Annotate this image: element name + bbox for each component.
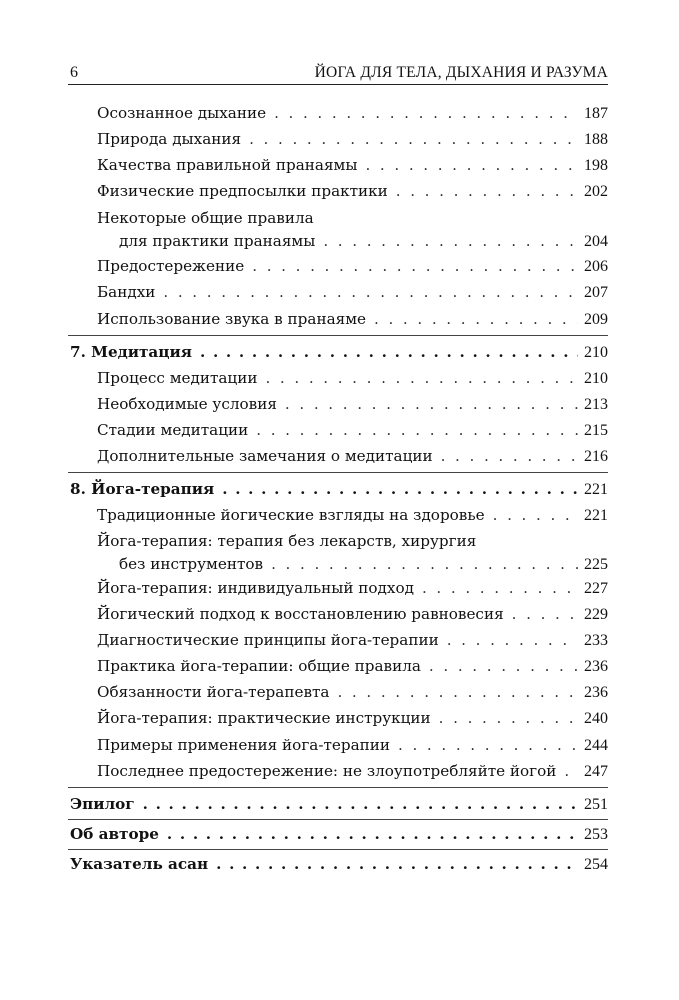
toc-entry[interactable] [97, 368, 608, 389]
toc-entry[interactable] [97, 682, 608, 703]
toc-entry-page: 216 [584, 448, 608, 465]
toc-entry[interactable] [97, 394, 608, 415]
toc-chapter-entry[interactable] [70, 342, 608, 363]
toc-entry-page: 254 [584, 856, 608, 873]
toc-entry-title: Качества правильной пранаямы [97, 156, 358, 174]
dot-leader [271, 554, 578, 574]
toc-entry-page: 225 [584, 556, 608, 573]
toc-entry-page: 251 [584, 796, 608, 813]
dot-leader [200, 342, 578, 362]
toc-entry-page: 227 [584, 580, 608, 597]
dot-leader [447, 630, 578, 650]
toc-entry-page: 198 [584, 157, 608, 174]
toc-entry-page: 236 [584, 658, 608, 675]
toc-entry-title: Йога-терапия: индивидуальный подход [97, 579, 414, 597]
toc-entry-page: 215 [584, 422, 608, 439]
toc-entry-page: 229 [584, 606, 608, 623]
toc-entry[interactable] [97, 155, 608, 176]
toc-entry-page: 187 [584, 105, 608, 122]
toc-entry-title-continued: без инструментов [119, 555, 264, 573]
page-header [68, 60, 608, 85]
dot-leader [493, 505, 578, 525]
dot-leader [143, 794, 578, 814]
toc-chapter-title: Эпилог [70, 795, 135, 813]
toc-entry-page: 188 [584, 131, 608, 148]
dot-leader [265, 368, 578, 388]
toc-entry-page: 240 [584, 710, 608, 727]
toc-entry-page: 210 [584, 370, 608, 387]
toc-entry-title: Стадии медитации [97, 421, 249, 439]
toc-entry-title: Йога-терапия: практические инструкции [97, 709, 431, 727]
toc-entry-title: Йогический подход к восстановлению равновесия [97, 605, 504, 623]
toc-entry-title: Последнее предостережение: не злоупотребляйте йогой [97, 762, 557, 780]
dot-leader [323, 231, 578, 251]
toc-entry-title: Традиционные йогические взгляды на здоровье [97, 506, 485, 524]
toc-entry[interactable] [97, 256, 608, 277]
section-divider [68, 335, 608, 336]
toc-entry-title: Йога-терапия: терапия без лекарств, хирургия [97, 532, 477, 550]
toc-entry[interactable] [97, 761, 608, 782]
toc-entry-title: Дополнительные замечания о медитации [97, 447, 433, 465]
dot-leader [274, 103, 578, 123]
toc-entry-title: Предостережение [97, 257, 245, 275]
toc-entry-page: 253 [584, 826, 608, 843]
toc-entry-page: 244 [584, 737, 608, 754]
toc-entry-page: 233 [584, 632, 608, 649]
toc-chapter-entry[interactable] [70, 794, 608, 815]
section-divider [68, 472, 608, 473]
dot-leader [564, 761, 578, 781]
toc-entry-title: Практика йога-терапии: общие правила [97, 657, 421, 675]
toc-chapter-title: 7. Медитация [70, 343, 192, 361]
toc-entry[interactable] [97, 604, 608, 625]
running-title: ЙОГА ДЛЯ ТЕЛА, ДЫХАНИЯ И РАЗУМА [314, 64, 608, 81]
toc-entry[interactable] [97, 630, 608, 651]
toc-entry[interactable] [97, 208, 608, 252]
toc-entry-title: Физические предпосылки практики [97, 182, 388, 200]
toc-entry-page: 236 [584, 684, 608, 701]
toc-entry-title: Осознанное дыхание [97, 104, 267, 122]
toc-chapter-entry[interactable] [70, 824, 608, 845]
dot-leader [429, 656, 578, 676]
toc-entry-title: Диагностические принципы йога-терапии [97, 631, 439, 649]
toc-chapter-title: Указатель асан [70, 855, 209, 873]
dot-leader [167, 824, 578, 844]
dot-leader [512, 604, 578, 624]
toc-entry-title: Обязанности йога-терапевта [97, 683, 330, 701]
toc-entry-title: Бандхи [97, 283, 156, 301]
section-divider [68, 849, 608, 850]
dot-leader [441, 446, 578, 466]
toc-chapter-entry[interactable] [70, 479, 608, 500]
toc-entry[interactable] [97, 181, 608, 202]
toc-entry[interactable] [97, 420, 608, 441]
dot-leader [398, 735, 578, 755]
dot-leader [249, 129, 578, 149]
toc-entry-page: 209 [584, 311, 608, 328]
toc-entry[interactable] [97, 505, 608, 526]
toc-entry-page: 213 [584, 396, 608, 413]
toc-entry[interactable] [97, 708, 608, 729]
toc-entry-page: 202 [584, 183, 608, 200]
toc-entry[interactable] [97, 282, 608, 303]
toc-entry[interactable] [97, 656, 608, 677]
toc-chapter-title: Об авторе [70, 825, 159, 843]
dot-leader [216, 854, 578, 874]
toc-entry-title: Процесс медитации [97, 369, 258, 387]
toc-entry-page: 247 [584, 763, 608, 780]
section-divider [68, 787, 608, 788]
toc-entry-title: Примеры применения йога-терапии [97, 736, 391, 754]
toc-entry[interactable] [97, 446, 608, 467]
dot-leader [439, 708, 578, 728]
toc-entry-title-continued: для практики пранаямы [119, 232, 316, 250]
toc-entry-title: Природа дыхания [97, 130, 242, 148]
dot-leader [337, 682, 578, 702]
toc-entry[interactable] [97, 309, 608, 330]
dot-leader [374, 309, 578, 329]
page-number: 6 [70, 64, 78, 81]
toc-entry[interactable] [97, 735, 608, 756]
dot-leader [222, 479, 578, 499]
toc-entry-title: Необходимые условия [97, 395, 277, 413]
dot-leader [252, 256, 578, 276]
toc-entry-page: 204 [584, 233, 608, 250]
toc-entry-title: Некоторые общие правила [97, 209, 314, 227]
toc-entry[interactable] [97, 578, 608, 599]
toc-entry-page: 206 [584, 258, 608, 275]
toc-entry-page: 210 [584, 344, 608, 361]
dot-leader [285, 394, 578, 414]
dot-leader [256, 420, 578, 440]
toc-entry-title: Использование звука в пранаяме [97, 310, 367, 328]
toc-chapter-title: 8. Йога-терапия [70, 480, 215, 498]
toc-entry[interactable] [97, 129, 608, 150]
toc-entry-page: 221 [584, 481, 608, 498]
dot-leader [163, 282, 578, 302]
toc-entry-page: 207 [584, 284, 608, 301]
toc-entry-page: 221 [584, 507, 608, 524]
toc-entry[interactable] [97, 531, 608, 575]
toc-chapter-entry[interactable] [70, 854, 608, 875]
dot-leader [422, 578, 578, 598]
section-divider [68, 819, 608, 820]
dot-leader [365, 155, 578, 175]
dot-leader [396, 181, 578, 201]
toc-entry[interactable] [97, 103, 608, 124]
